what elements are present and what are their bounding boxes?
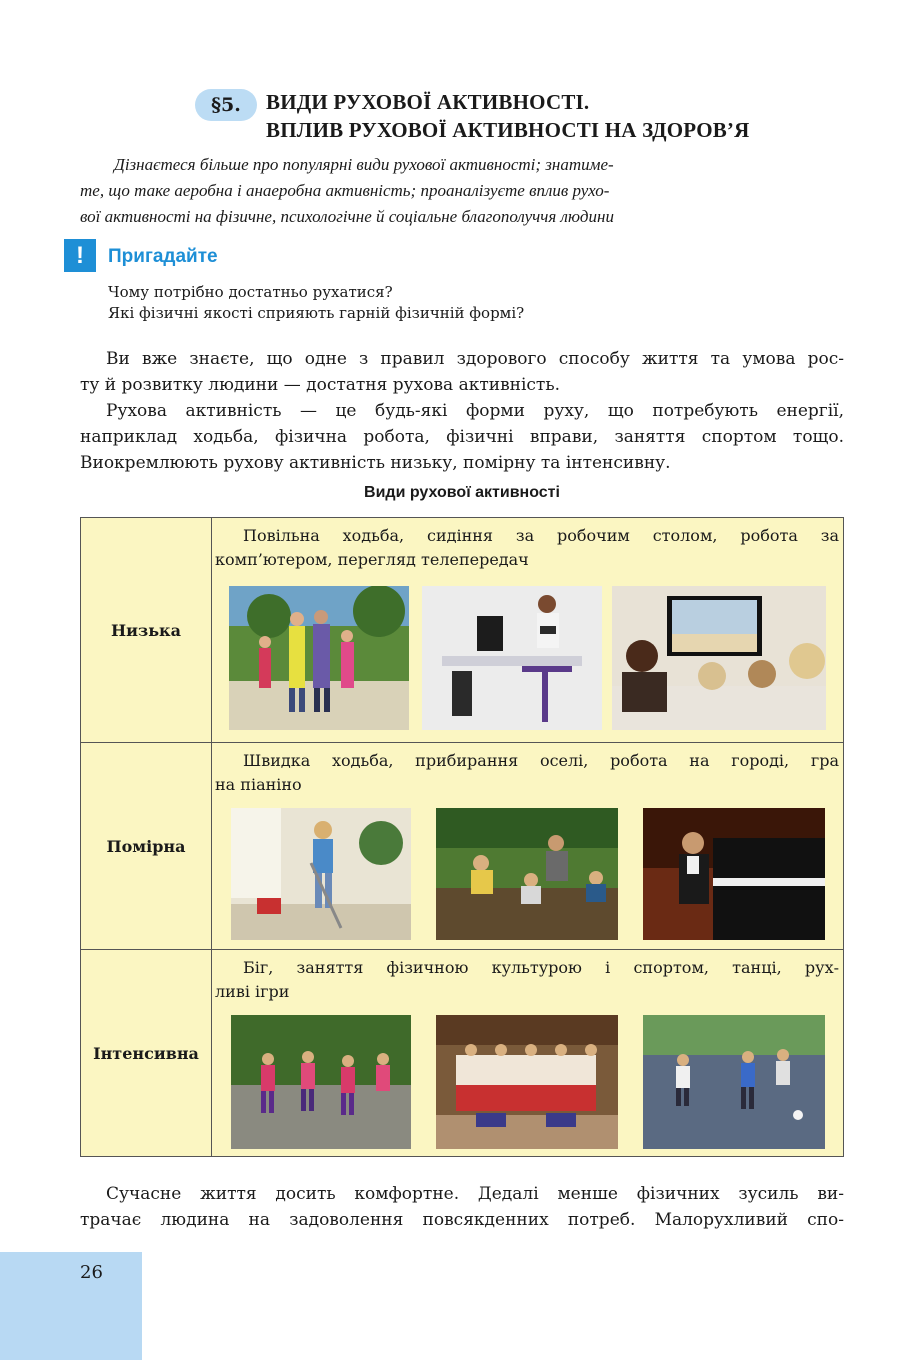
activity-description [215, 749, 839, 797]
boy-at-computer-desk-photo [422, 586, 602, 730]
paragraph-line: Рухова активність — це будь-які форми руху, що потребують енергії, [106, 401, 844, 421]
intro-line: Дізнаєтеся більше про популярні види рухової активності; знатиме- [114, 155, 614, 174]
description-line: ливі ігри [215, 982, 290, 1001]
activity-level-label: Інтенсивна [81, 950, 212, 1157]
description-line: комп’ютером, перегляд телепередач [215, 550, 529, 569]
intro-text [80, 152, 844, 230]
family-watching-tv-photo [612, 586, 826, 730]
children-running-photo [231, 1015, 411, 1149]
recall-heading: Пригадайте [108, 246, 218, 267]
paragraph-line: Ви вже знаєте, що одне з правил здорового способу життя та умова рос- [106, 349, 844, 369]
activity-level-label: Помірна [81, 743, 212, 950]
paragraph-line: ту й розвитку людини — достатня рухова активність. [80, 375, 561, 395]
recall-question: Які фізичні якості сприяють гарній фізичній формі? [108, 304, 525, 322]
paragraph [80, 398, 844, 476]
paragraph-line: трачає людина на задоволення повсякденних потреб. Малорухливий спо- [80, 1210, 844, 1230]
exclamation-icon: ! [64, 239, 96, 272]
child-vacuuming-photo [231, 808, 411, 940]
section-number-badge: §5. [195, 89, 257, 121]
table-row [81, 742, 843, 950]
section-title-line: ВПЛИВ РУХОВОЇ АКТИВНОСТІ НА ЗДОРОВ’Я [266, 118, 750, 142]
paragraph-line: Сучасне життя досить комфортне. Дедалі менше фізичних зусиль ви- [106, 1184, 844, 1204]
activity-table [80, 517, 844, 1157]
table-row [81, 949, 843, 1157]
description-line: Швидка ходьба, прибирання оселі, робота на городі, гра [243, 751, 839, 770]
paragraph-line: наприклад ходьба, фізична робота, фізичні вправи, заняття спортом тощо. [80, 427, 844, 447]
section-title [266, 88, 906, 144]
recall-question: Чому потрібно достатньо рухатися? [108, 283, 393, 301]
table-caption: Види рухової активності [364, 484, 560, 501]
activity-description [215, 956, 839, 1004]
paragraph [80, 346, 844, 398]
boy-playing-piano-photo [643, 808, 825, 940]
activity-description [215, 524, 839, 572]
intro-line: те, що таке аеробна і анаеробна активність; проаналізуєте вплив рухо- [80, 181, 610, 200]
description-line: Повільна ходьба, сидіння за робочим столом, робота за [243, 526, 839, 545]
paragraph [80, 1181, 844, 1233]
family-gardening-photo [436, 808, 618, 940]
page-number-tab [0, 1252, 142, 1360]
family-walking-photo [229, 586, 409, 730]
page-number: 26 [80, 1262, 103, 1283]
boys-playing-football-photo [643, 1015, 825, 1149]
description-line: на піаніно [215, 775, 302, 794]
activity-level-label: Низька [81, 518, 212, 742]
folk-dancers-photo [436, 1015, 618, 1149]
table-row [81, 518, 843, 742]
intro-line: вої активності на фізичне, психологічне й соціальне благополуччя людини [80, 207, 614, 226]
paragraph-line: Виокремлюють рухову активність низьку, помірну та інтенсивну. [80, 453, 671, 473]
description-line: Біг, заняття фізичною культурою і спортом, танці, рух- [243, 958, 839, 977]
section-title-line: ВИДИ РУХОВОЇ АКТИВНОСТІ. [266, 90, 590, 114]
